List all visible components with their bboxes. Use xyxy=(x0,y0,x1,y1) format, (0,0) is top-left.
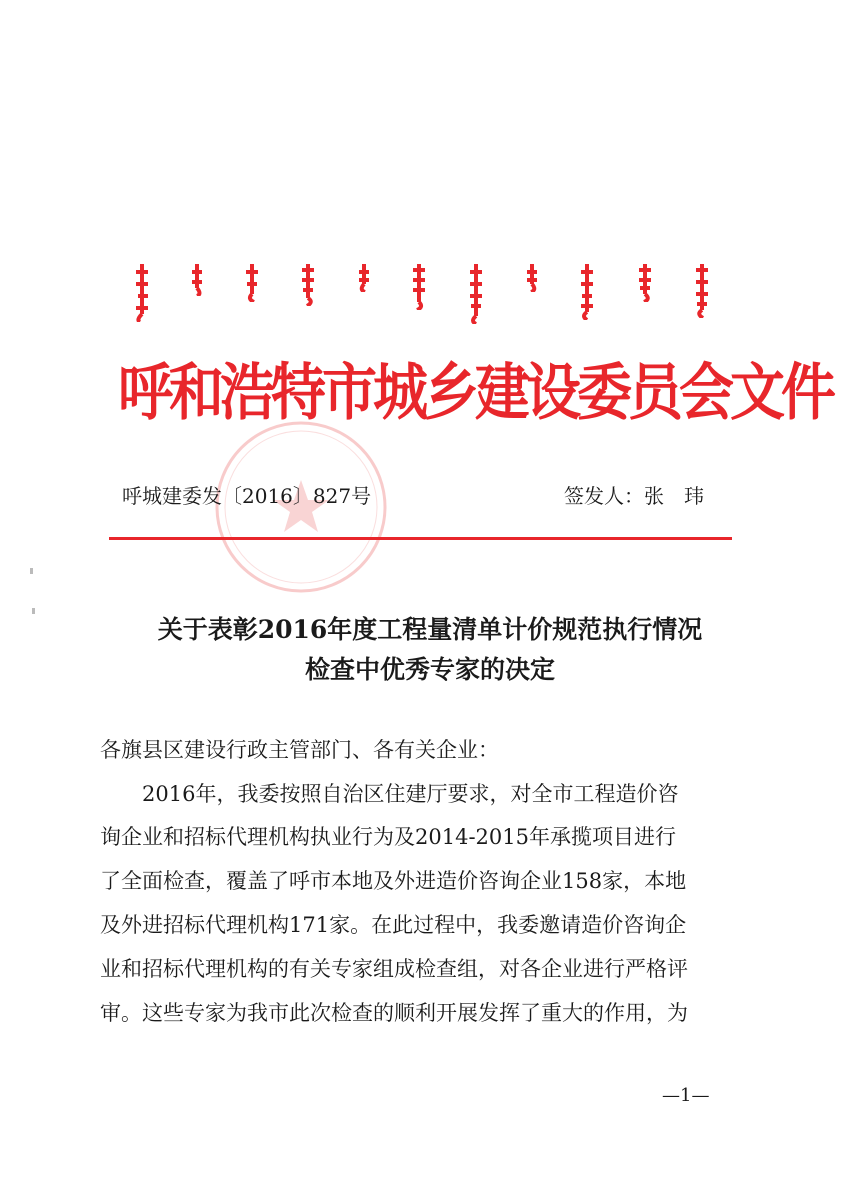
headline-line-1: 关于表彰2016年度工程量清单计价规范执行情况 xyxy=(157,615,703,644)
body-line: 2016年，我委按照自治区住建厅要求，对全市工程造价咨 xyxy=(142,782,679,806)
mongolian-script-header xyxy=(132,262,712,332)
body-line: 询企业和招标代理机构执业行为及2014-2015年承揽项目进行 xyxy=(100,825,676,849)
body-line: 及外进招标代理机构171家。在此过程中，我委邀请造价咨询企 xyxy=(100,913,687,937)
organization-title: 呼和浩特市城乡建设委员会文件 xyxy=(118,356,833,428)
headline-line-2: 检查中优秀专家的决定 xyxy=(304,655,555,684)
page-number: —1— xyxy=(662,1085,710,1106)
issuer-label: 签发人： xyxy=(564,484,644,508)
issuer-name: 张玮 xyxy=(644,484,724,508)
scan-speck xyxy=(30,568,33,574)
document-number: 呼城建委发〔2016〕827号 xyxy=(122,484,372,508)
scan-speck xyxy=(32,608,35,614)
body-line: 了全面检查，覆盖了呼市本地及外进造价咨询企业158家，本地 xyxy=(100,869,687,893)
issuer xyxy=(564,480,724,509)
red-divider-line xyxy=(109,537,732,540)
body-line: 业和招标代理机构的有关专家组成检查组，对各企业进行严格评 xyxy=(100,957,688,981)
body-line: 审。这些专家为我市此次检查的顺利开展发挥了重大的作用，为 xyxy=(100,1001,688,1025)
salutation: 各旗县区建设行政主管部门、各有关企业： xyxy=(100,738,499,762)
